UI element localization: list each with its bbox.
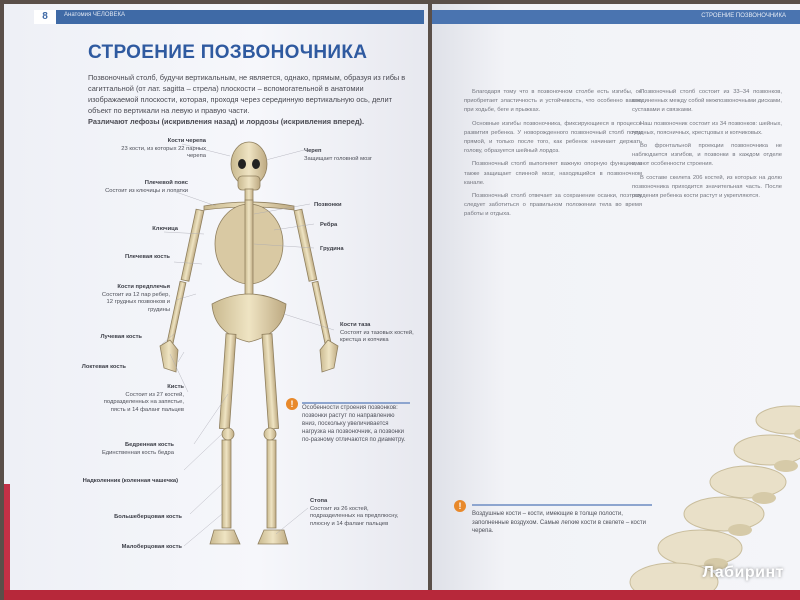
- paragraph: Наш позвоночник состоит из 34 позвонков: шейных, грудных, поясничных, крестцовых и копчиковых.: [632, 120, 782, 136]
- label-spine: Позвонки: [314, 202, 342, 208]
- right-header-text: СТРОЕНИЕ ПОЗВОНОЧНИКА: [701, 13, 786, 19]
- page-number: 8: [34, 10, 56, 24]
- body-column-1: [464, 88, 642, 224]
- label-patella: Надколенник (коленная чашечка): [82, 478, 178, 484]
- label-sternum: Грудина: [320, 246, 344, 252]
- vertebrae-illustration: [590, 400, 800, 590]
- label-humerus: Плечевая кость: [124, 254, 170, 260]
- label-tibia: Большеберцовая кость: [114, 514, 182, 520]
- paragraph: Позвоночный столб отвечает за сохранение осанки, поэтому следует заботиться о правильном положении тела во время работы и отдыха.: [464, 193, 642, 218]
- label-femur: Бедренная кость Единственная кость бедра: [101, 442, 174, 456]
- intro-text: Позвоночный столб, будучи вертикальным, не является, однако, прямым, образуя из гибы в сагиттальной (от лат. sagitta – стрела) плоскости – вспомогательной в анатомии изображаемой плоскости, которая, проходя через серединную вертикальную ось, делит объект по вертикали на левую и правую части.: [88, 73, 406, 115]
- label-pelvis: Кости таза Состоят из тазовых костей, крестца и копчика: [340, 322, 414, 343]
- paragraph: Благодаря тому что в позвоночном столбе есть изгибы, он приобретает эластичность и устойчивость, что особенно важно при ходьбе, беге и прыжках.: [464, 89, 642, 114]
- label-skull-right: Череп Защищает головной мозг: [304, 148, 373, 162]
- publisher-watermark: Лабиринт: [702, 564, 784, 581]
- exclamation-icon: !: [286, 398, 298, 410]
- left-header-bar: [34, 10, 424, 24]
- book-cover-edge: [4, 590, 800, 600]
- paragraph: Позвоночный столб состоит из 33–34 позвонков, соединенных между собой межпозвоночными дисками, суставами и связками.: [632, 89, 782, 114]
- label-forearm: Кости предплечья Состоит из 12 пар ребер, 12 грудных позвонков и грудины: [101, 284, 170, 313]
- label-skull: Кости черепа 23 кости, из которых 22 парных черепа: [121, 138, 206, 159]
- right-header-bar: [432, 10, 800, 24]
- body-column-2: [632, 88, 782, 205]
- paragraph: Основные изгибы позвоночника, фиксирующиеся в процессе развития ребенка. У новорожденного позвоночный столб почти прямой, и только после того, как ребенок начинает держать голову, образуется шейный лордоз.: [464, 120, 642, 155]
- label-hand: Кисть Состоит из 27 костей, подразделенных на запястье, пясть и 14 фаланг пальцев: [103, 384, 184, 413]
- vertebra-callout: [290, 399, 410, 474]
- callout-text: Особенности строения позвонков: позвонки растут по направлению вниз, поскольку увеличивается нагрузка на позвоночник, а позвонки по-разному отличаются по диаметру.: [302, 405, 406, 443]
- paragraph: Во фронтальной проекции позвоночника не наблюдается изгибов, и позвонки в каждом отделе имеют особенности строения.: [632, 143, 782, 168]
- intro-bold-text: Различают лефозы (искривления назад) и лордозы (искривления вперед).: [88, 117, 365, 126]
- air-bones-note: [458, 501, 652, 536]
- intro-paragraph: [88, 72, 406, 127]
- right-page: [432, 4, 800, 590]
- label-shoulder: Плечевой пояс Состоит из ключицы и лопатки: [105, 180, 188, 194]
- book-spread: [4, 4, 800, 600]
- label-foot: Стопа Состоит из 26 костей, подразделенных на предплюсну, плюсну и 14 фаланг пальцев: [310, 498, 399, 527]
- label-ulna: Локтевая кость: [81, 364, 126, 370]
- paragraph: Позвоночный столб выполняет важную опорную функцию, а также защищает спинной мозг, находящийся в позвоночном канале.: [464, 161, 642, 186]
- label-clavicle: Ключица: [152, 226, 178, 232]
- binding-red-edge: [4, 484, 10, 590]
- page-title: СТРОЕНИЕ ПОЗВОНОЧНИКА: [88, 42, 368, 63]
- note-text: Воздушные кости – кости, имеющие в толще полости, заполненные воздухом. Самые легкие кости в скелете – кости черепа.: [472, 511, 646, 534]
- left-header-text: Анатомия ЧЕЛОВЕКА: [64, 12, 126, 18]
- label-radius: Лучевая кость: [100, 334, 142, 340]
- exclamation-icon: !: [454, 500, 466, 512]
- label-ribs: Ребра: [320, 222, 338, 228]
- paragraph: В составе скелета 206 костей, из которых на долю позвоночника приходится значительная часть. После рождения ребенка кости растут и укрепляются.: [632, 174, 782, 200]
- left-page: [4, 4, 428, 590]
- label-fibula: Малоберцовая кость: [121, 544, 182, 550]
